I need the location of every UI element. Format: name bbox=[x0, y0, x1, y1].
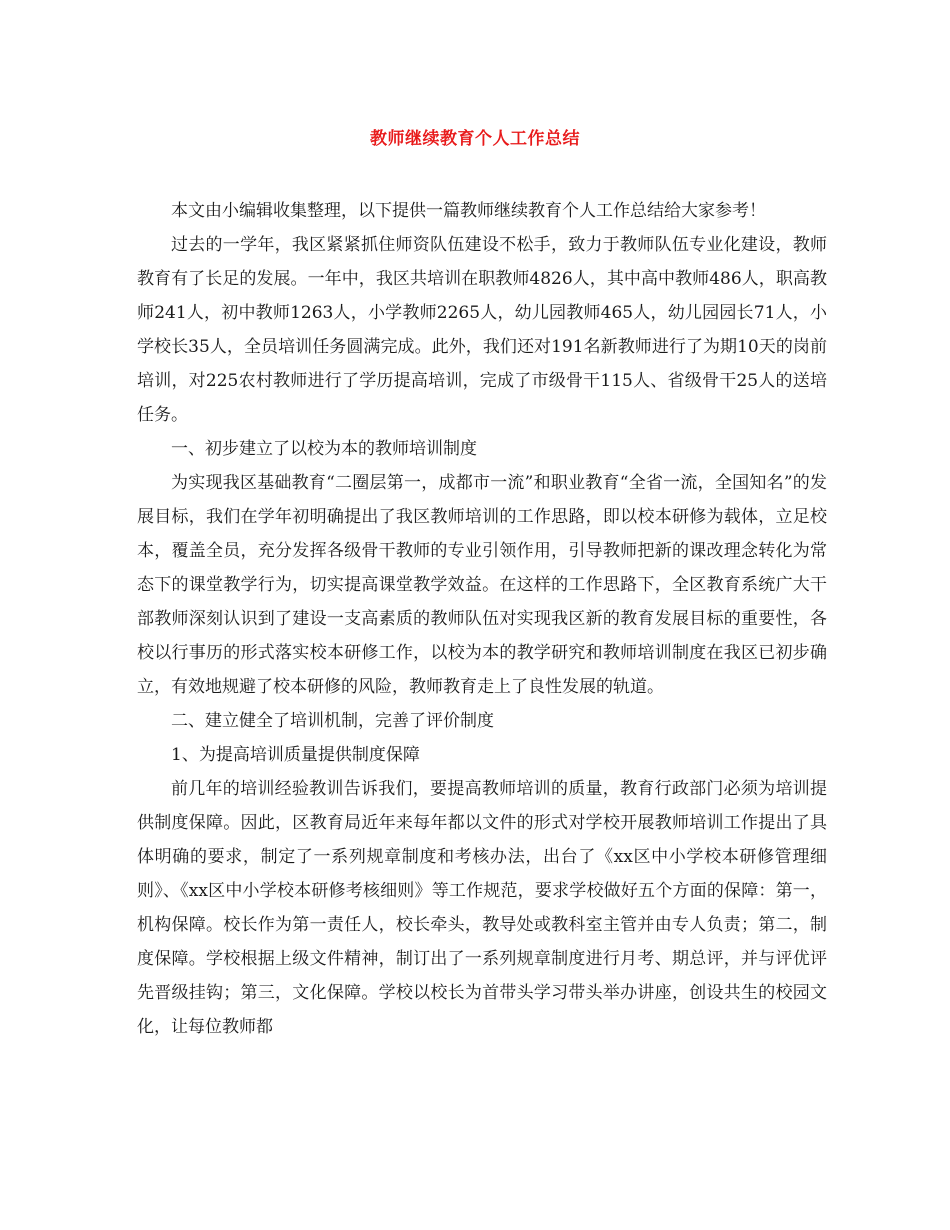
document-body bbox=[137, 194, 827, 1044]
paragraph-intro: 本文由小编辑收集整理，以下提供一篇教师继续教育个人工作总结给大家参考！ bbox=[171, 201, 766, 221]
paragraph-subsection-1: 前几年的培训经验教训告诉我们，要提高教师培训的质量，教育行政部门必须为培训提供制度保障。因此，区教育局近年来每年都以文件的形式对学校开展教师培训工作提出了具体明确的要求，制定了一系列规章制度和考核办法，出台了《xx区中小学校本研修管理细则》、《xx区中小学校本研修考核细则》等工作规范，要求学校做好五个方面的保障：第一，机构保障。校长作为第一责任人，校长牵头，教导处或教科室主管并由专人负责；第二，制度保障。学校根据上级文件精神，制订出了一系列规章制度进行月考、期总评，并与评优评先晋级挂钩；第三，文化保障。学校以校长为首带头学习带头举办讲座，创设共生的校园文化，让每位教师都 bbox=[137, 779, 827, 1037]
document-title: 教师继续教育个人工作总结 bbox=[370, 129, 580, 149]
section-heading-2: 二、建立健全了培训机制，完善了评价制度 bbox=[171, 711, 494, 731]
section-heading-1: 一、初步建立了以校为本的教师培训制度 bbox=[171, 439, 477, 459]
paragraph-section-1: 为实现我区基础教育“二圈层第一，成都市一流”和职业教育“全省一流，全国知名”的发展目标，我们在学年初明确提出了我区教师培训的工作思路，即以校本研修为载体，立足校本，覆盖全员，充分发挥各级骨干教师的专业引领作用，引导教师把新的课改理念转化为常态下的课堂教学行为，切实提高课堂教学效益。在这样的工作思路下，全区教育系统广大干部教师深刻认识到了建设一支高素质的教师队伍对实现我区新的教育发展目标的重要性，各校以行事历的形式落实校本研修工作，以校为本的教学研究和教师培训制度在我区已初步确立，有效地规避了校本研修的风险，教师教育走上了良性发展的轨道。 bbox=[137, 473, 827, 697]
subsection-heading-1: 1、为提高培训质量提供制度保障 bbox=[171, 745, 420, 765]
paragraph-overview: 过去的一学年，我区紧紧抓住师资队伍建设不松手，致力于教师队伍专业化建设，教师教育有了长足的发展。一年中，我区共培训在职教师4826人，其中高中教师486人，职高教师241人，初中教师1263人，小学教师2265人，幼儿园教师465人，幼儿园园长71人，小学校长35人，全员培训任务圆满完成。此外，我们还对191名新教师进行了为期10天的岗前培训，对225农村教师进行了学历提高培训，完成了市级骨干115人、省级骨干25人的送培任务。 bbox=[137, 235, 827, 425]
